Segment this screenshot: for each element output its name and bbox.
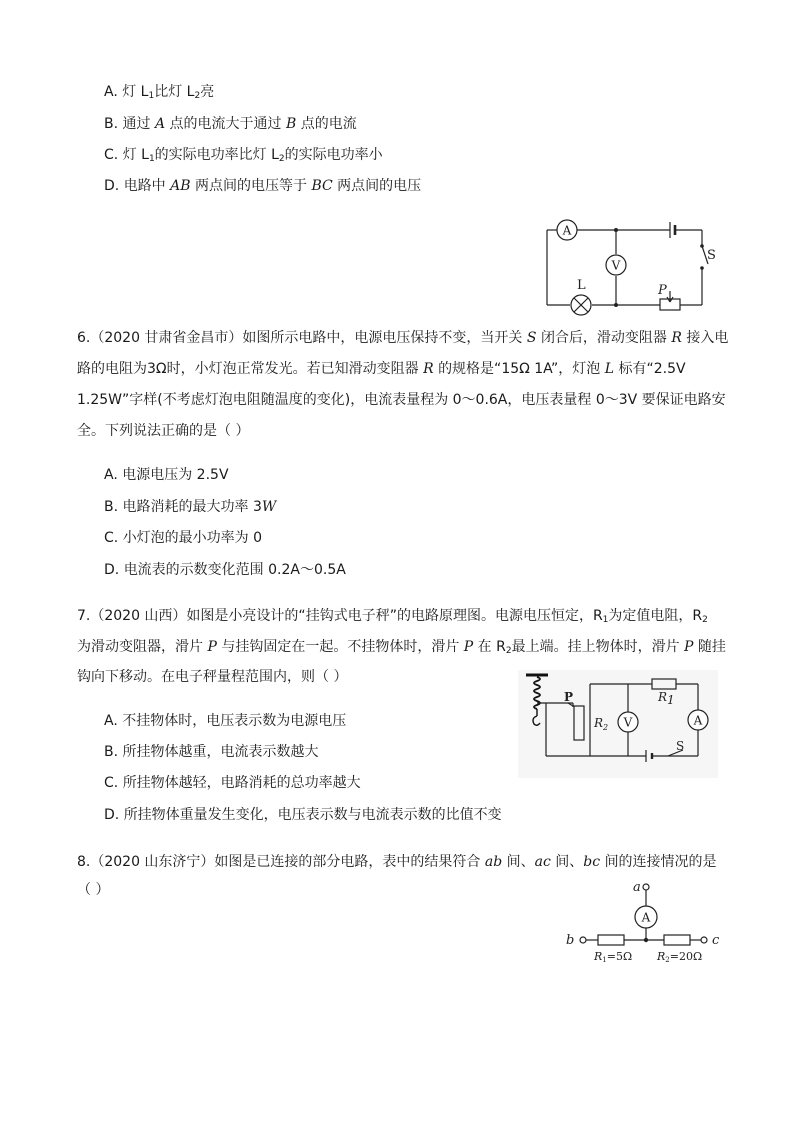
svg-text:A: A: [641, 910, 651, 925]
q8-stem-line-1: 8.（2020 山东济宁）如图是已连接的部分电路，表中的结果符合 ab 间、ac 间、bc 间的连接情况的是: [77, 854, 717, 870]
q8-r1-label: R1=5Ω: [594, 950, 633, 964]
q5-voltmeter-icon: [606, 255, 626, 275]
q5-option-b: B. 通过 A 点的电流大于通过 B 点的电流: [104, 116, 357, 132]
q6-stem-line-1: 6.（2020 甘肃省金昌市）如图所示电路中，电源电压保持不变，当开关 S 闭合后，滑动变阻器 R 接入电: [77, 330, 729, 346]
q6-stem-line-4: 全。下列说法正确的是（ ）: [77, 423, 250, 439]
q7-switch-label: S: [676, 739, 685, 753]
svg-text:A: A: [693, 713, 703, 728]
q8-circuit-diagram: [560, 878, 730, 966]
q7-r2-label: $R_2$: [594, 716, 609, 732]
q5-slider-label: P: [658, 283, 667, 298]
q5-option-d: D. 电路中 AB 两点间的电压等于 BC 两点间的电压: [104, 178, 422, 194]
q7-circuit-diagram: [518, 670, 718, 778]
q5-lamp-icon: [571, 295, 591, 315]
q6-option-a: A. 电源电压为 2.5V: [104, 467, 229, 483]
q7-option-b: B. 所挂物体越重，电流表示数越大: [104, 744, 319, 760]
q7-stem-line-1: 7.（2020 山西）如图是小亮设计的“挂钩式电子秤”的电路原理图。电源电压恒定，$R_1$为定值电阻，$R_2$: [77, 608, 708, 625]
svg-text:V: V: [611, 258, 621, 273]
q8-terminal-a-label: a: [633, 880, 641, 895]
svg-text:A: A: [562, 223, 572, 238]
q7-stem-line-3: 钩向下移动。在电子秤量程范围内，则（ ）: [77, 669, 348, 685]
svg-text:V: V: [623, 715, 633, 730]
q5-switch-label: S: [707, 248, 716, 263]
q8-r2-label: R2=20Ω: [657, 950, 703, 964]
q7-option-d: D. 所挂物体重量发生变化，电压表示数与电流表示数的比值不变: [104, 807, 502, 823]
q5-ammeter-icon: [557, 220, 577, 240]
q6-stem-line-3: 1.25W”字样(不考虑灯泡电阻随温度的变化)，电流表量程为 0～0.6A，电压表量程 0～3V 要保证电路安: [77, 392, 726, 408]
q7-option-c: C. 所挂物体越轻，电路消耗的总功率越大: [104, 775, 361, 791]
q8-terminal-c-label: c: [712, 933, 720, 948]
q6-option-d: D. 电流表的示数变化范围 0.2A～0.5A: [104, 562, 346, 578]
q5-circuit-diagram: [540, 212, 730, 312]
q7-option-a: A. 不挂物体时，电压表示数为电源电压: [104, 713, 347, 729]
q8-stem-line-2: （ ）: [77, 882, 110, 898]
q6-stem-line-2: 路的电阻为3Ω时，小灯泡正常发光。若已知滑动变阻器 R 的规格是“15Ω 1A”，灯泡 L 标有“2.5V: [77, 361, 686, 377]
q5-lamp-label: L: [577, 278, 586, 293]
q7-r1-label: R1: [658, 690, 675, 707]
q8-ammeter-icon: [635, 906, 657, 928]
q5-option-c: C. 灯 $L_1$的实际电功率比灯 $L_2$的实际电功率小: [104, 147, 383, 164]
q5-option-a: A. 灯 $L_1$比灯 $L_2$亮: [104, 84, 215, 101]
q8-terminal-b-label: b: [566, 933, 575, 948]
q6-option-c: C. 小灯泡的最小功率为 0: [104, 530, 263, 546]
q7-voltmeter-icon: [618, 712, 638, 732]
q6-option-b: B. 电路消耗的最大功率 3W: [104, 499, 277, 515]
q7-slider-label: P: [564, 690, 574, 704]
q7-stem-line-2: 为滑动变阻器，滑片 P 与挂钩固定在一起。不挂物体时，滑片 P 在 $R_2$最上端。挂上物体时，滑片 P 随挂: [77, 639, 726, 656]
q7-ammeter-icon: [688, 710, 708, 730]
